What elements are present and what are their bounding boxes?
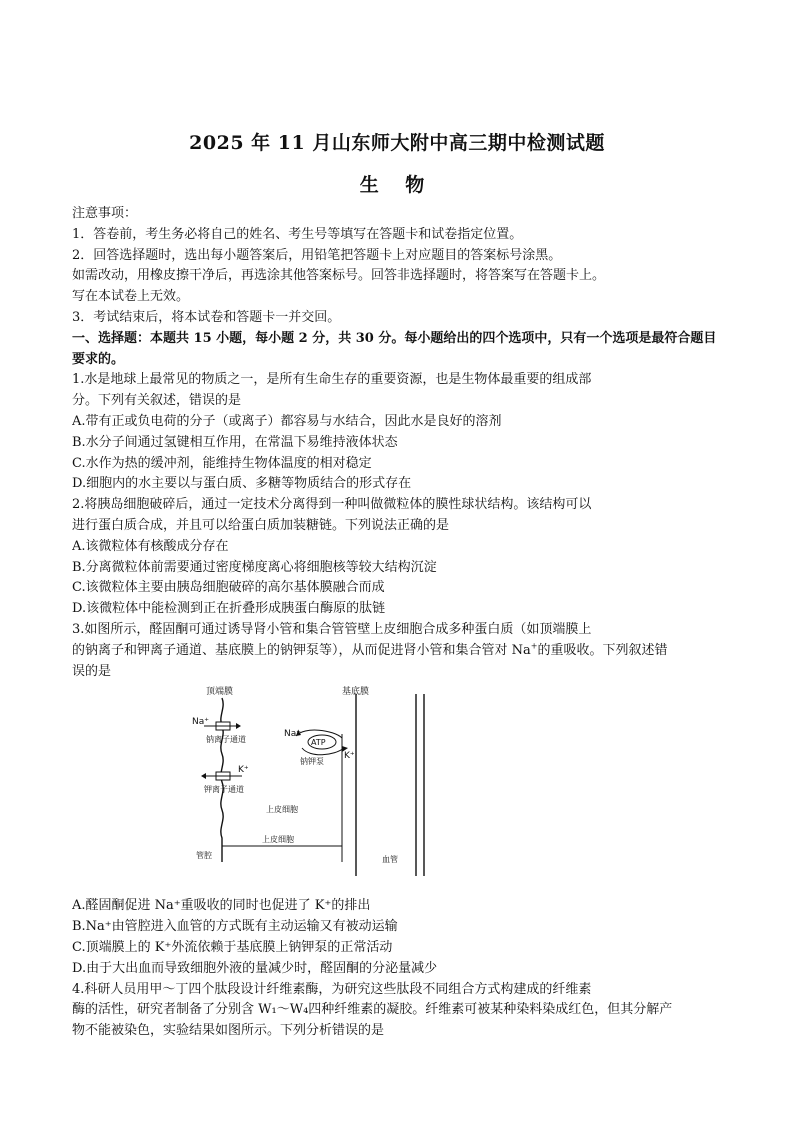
label-vessel: 血管 [382, 855, 398, 865]
exam-body [72, 204, 728, 1042]
k-arrowhead [201, 773, 206, 779]
label-atp: ATP [311, 738, 326, 748]
label-apical-membrane: 顶端膜 [206, 687, 234, 698]
notes-item: 写在本试卷上无效。 [72, 289, 190, 305]
q2-stem: 2.将胰岛细胞破碎后，通过一定技术分离得到一种叫做微粒体的膜性球状结构。该结构可以 [72, 497, 592, 513]
subject-title: 生 物 [359, 174, 435, 196]
section1-heading: 一、选择题：本题共 15 小题，每小题 2 分，共 30 分。每小题给出的四个选项中，只有一个选项是最符合题目要求的。 [72, 330, 717, 367]
q4-stem: 4.科研人员用甲～丁四个肽段设计纤维素酶，为研究这些肽段不同组合方式构建成的纤维素 [72, 981, 592, 997]
q3-stem-cont [72, 641, 728, 662]
q3-stem-sup: + [530, 641, 538, 651]
notes-heading: 注意事项： [72, 206, 138, 221]
notes-item: 2．回答选择题时，选出每小题答案后，用铅笔把答题卡上对应题目的答案标号涂黑。 [72, 247, 562, 263]
q2-stem-cont: 进行蛋白质合成，并且可以给蛋白质加装糖链。下列说法正确的是 [72, 517, 450, 533]
q2-option-c: C.该微粒体主要由胰岛细胞破碎的高尔基体膜融合而成 [72, 580, 385, 596]
label-k-left: K⁺ [238, 765, 249, 776]
label-basal-membrane: 基底膜 [342, 687, 370, 698]
na-arrowhead [236, 723, 241, 729]
q2-option-a: A.该微粒体有核酸成分存在 [72, 538, 229, 554]
notes-item: 1．答卷前，考生务必将自己的姓名、考生号等填写在答题卡和试卷指定位置。 [72, 226, 523, 242]
label-na-left: Na⁺ [192, 717, 209, 728]
label-na-channel: 钠离子通道 [206, 735, 246, 745]
q3-option-a: A.醛固酮促进 Na⁺重吸收的同时也促进了 K⁺的排出 [72, 898, 371, 914]
label-epithelial-2: 上皮细胞 [262, 835, 294, 845]
q1-option-d: D.细胞内的水主要以与蛋白质、多糖等物质结合的形式存在 [72, 476, 412, 492]
q3-option-b: B.Na⁺由管腔进入血管的方式既有主动运输又有被动运输 [72, 919, 398, 935]
q4-stem-cont: 酶的活性，研究者制备了分别含 W₁～W₄四种纤维素的凝胶。纤维素可被某种染料染成红色，但其分解产 [72, 1002, 673, 1018]
q3-option-d: D.由于大出血而导致细胞外液的量减少时，醛固酮的分泌量减少 [72, 960, 438, 976]
label-na-right: Na⁺ [284, 729, 301, 740]
label-pump: 钠钾泵 [300, 757, 324, 767]
q3-stem-part: 的重吸收。下列叙述错 [537, 642, 668, 658]
notes-item: 3．考试结束后，将本试卷和答题卡一并交回。 [72, 309, 341, 325]
label-epithelial-1: 上皮细胞 [266, 805, 298, 815]
q3-stem-end: 误的是 [72, 663, 112, 679]
notes-item: 如需改动，用橡皮擦干净后，再选涂其他答案标号。回答非选择题时，将答案写在答题卡上。 [72, 268, 606, 284]
q4-stem-end: 物不能被染色，实验结果如图所示。下列分析错误的是 [72, 1023, 385, 1039]
q3-option-c: C.顶端膜上的 K⁺外流依赖于基底膜上钠钾泵的正常活动 [72, 939, 393, 955]
q2-option-b: B.分离微粒体前需要通过密度梯度离心将细胞核等较大结构沉淀 [72, 559, 437, 575]
q3-stem-part: 的钠离子和钾离子通道、基底膜上的钠钾泵等），从而促进肾小管和集合管对 Na [72, 642, 531, 658]
q1-stem-cont: 分。下列有关叙述，错误的是 [72, 393, 242, 409]
q1-option-b: B.水分子间通过氢键相互作用，在常温下易维持液体状态 [72, 434, 398, 450]
q3-figure-area [72, 682, 728, 896]
q1-option-a: A.带有正或负电荷的分子（或离子）都容易与水结合，因此水是良好的溶剂 [72, 413, 502, 429]
q1-option-c: C.水作为热的缓冲剂，能维持生物体温度的相对稳定 [72, 455, 372, 471]
q3-stem: 3.如图所示，醛固酮可通过诱导肾小管和集合管管壁上皮细胞合成多种蛋白质（如顶端膜上 [72, 621, 592, 637]
q3-figure [192, 686, 432, 882]
label-k-right: K⁺ [344, 751, 355, 762]
q2-option-d: D.该微粒体中能检测到正在折叠形成胰蛋白酶原的肽链 [72, 601, 386, 617]
label-k-channel: 钾离子通道 [204, 785, 244, 795]
q1-stem: 1.水是地球上最常见的物质之一，是所有生命生存的重要资源，也是生物体最重要的组成部 [72, 372, 592, 388]
label-lumen: 管腔 [196, 851, 212, 861]
exam-title: 2025 年 11 月山东师大附中高三期中检测试题 [189, 132, 605, 154]
